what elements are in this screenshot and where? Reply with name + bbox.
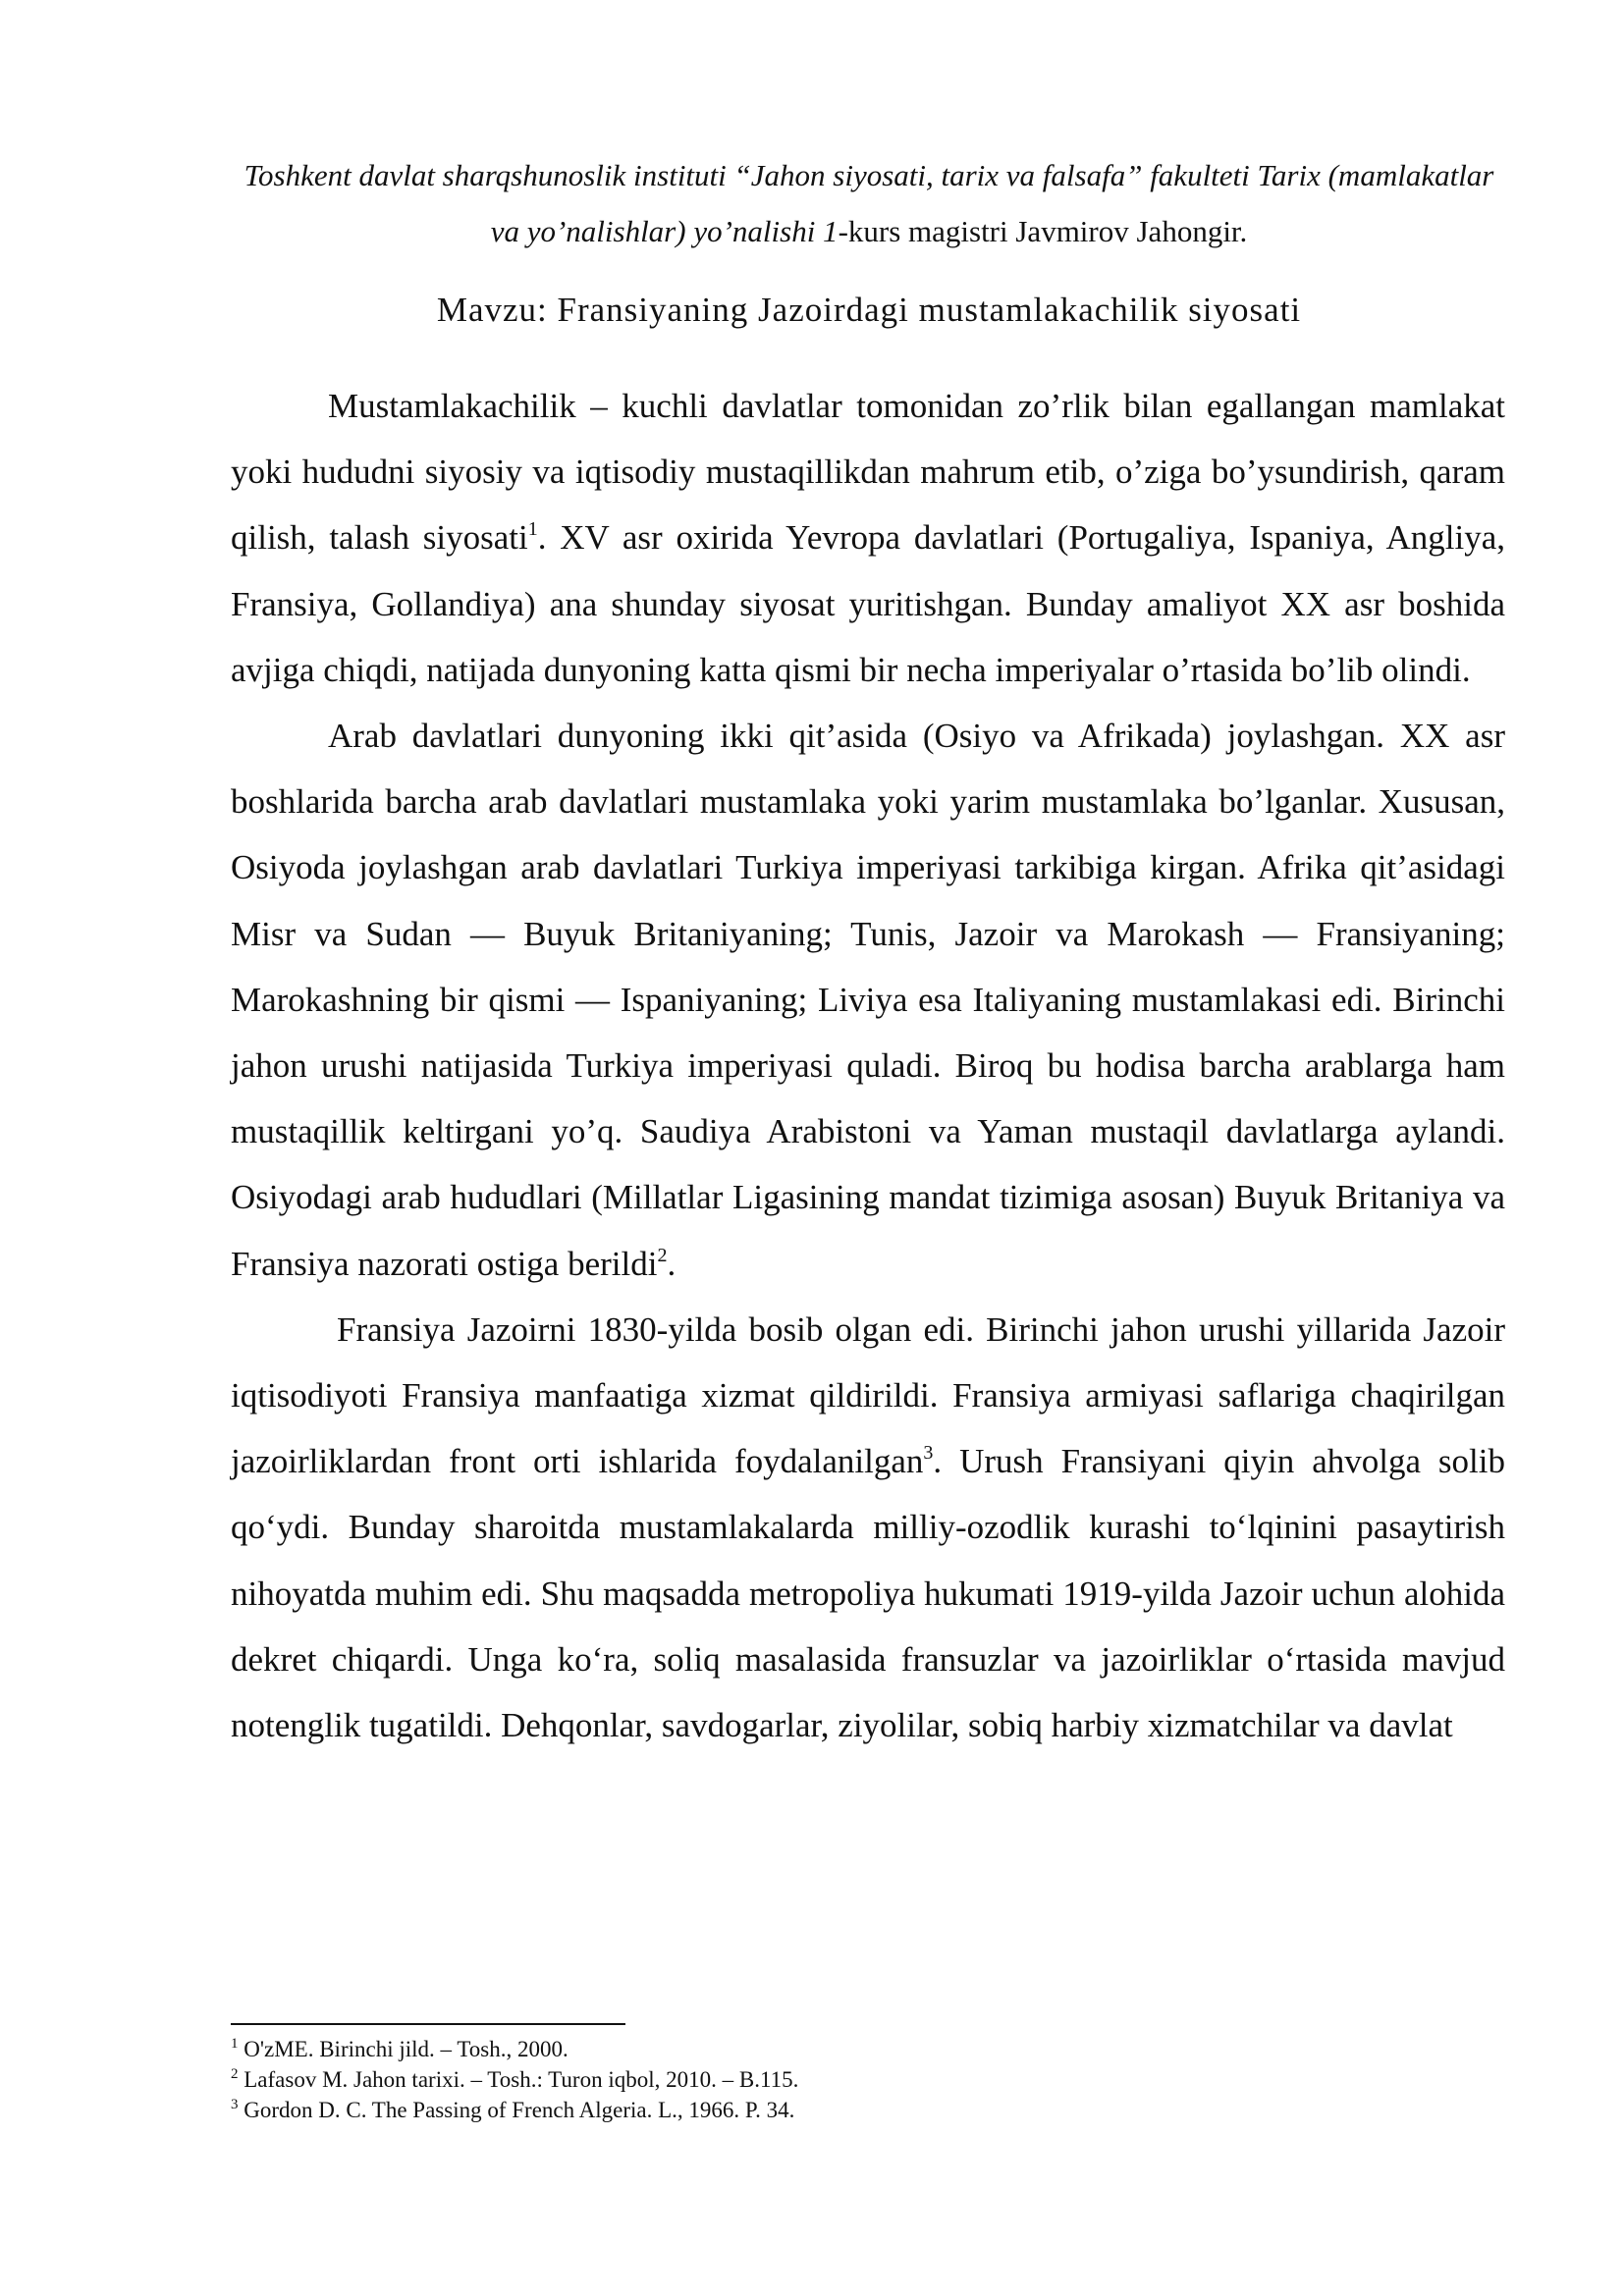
paragraph-2 — [231, 703, 1505, 1297]
footnote-ref: 2 — [657, 1244, 668, 1266]
paragraph-text: Mustamlakachilik – kuchli davlatlar tomonidan zo’rlik bilan egallangan mamlakat yoki hududni siyosiy va iqtisodiy mustaqillikdan mahrum etib, o’ziga bo’ysundirish, qaram qilish, talash siyosati — [231, 387, 1505, 558]
footnote-ref: 1 — [527, 518, 538, 541]
paragraph-text: . XV asr oxirida Yevropa davlatlari (Portugaliya, Ispaniya, Angliya, Fransiya, Gollandiya) ana shunday siyosat yuritishgan. Bunday amaliyot XX asr boshida avjiga chiqdi, natijada dunyoning katta qismi bir necha imperiyalar o’rtasida bo’lib olindi. — [231, 518, 1505, 689]
body-text — [231, 373, 1505, 1758]
footnotes — [231, 2034, 1409, 2125]
footnote-number: 1 — [231, 2036, 239, 2052]
footnote-ref: 3 — [923, 1442, 934, 1465]
footnote-1 — [231, 2034, 1409, 2064]
paragraph-text: Arab davlatlari dunyoning ikki qit’asida (Osiyo va Afrikada) joylashgan. XX asr boshlarida barcha arab davlatlari mustamlaka yoki yarim mustamlaka bo’lganlar. Xususan, Osiyoda joylashgan arab davlatlari Turkiya imperiyasi tarkibiga kirgan. Afrika qit’asidagi Misr va Sudan — Buyuk Britaniyaning; Tunis, Jazoir va Marokash — Fransiyaning; Marokashning bir qismi — Ispaniyaning; Liviya esa Italiyaning mustamlakasi edi. Birinchi jahon urushi natijasida Turkiya imperiyasi quladi. Biroq bu hodisa barcha arablarga ham mustaqillik keltirgani yo’q. Saudiya Arabistoni va Yaman mustaqil davlatlarga aylandi. Osiyodagi arab hududlari (Millatlar Ligasining mandat tizimiga asosan) Buyuk Britaniya va Fransiya nazorati ostiga berildi — [231, 717, 1505, 1283]
footnote-3 — [231, 2095, 1409, 2125]
paragraph-3 — [231, 1297, 1505, 1758]
header-italic-text: Toshkent davlat sharqshunoslik instituti “Jahon siyosati, tarix va falsafa” fakulteti Tarix (mamlakatlar va yo’nalishlar) yo’nalishi 1 — [244, 158, 1494, 248]
footnote-text: Lafasov M. Jahon tarixi. – Tosh.: Turon iqbol, 2010. – B.115. — [244, 2067, 799, 2092]
footnote-text: O'zME. Birinchi jild. – Tosh., 2000. — [244, 2037, 568, 2061]
author-header — [231, 147, 1507, 259]
footnote-separator — [231, 2023, 625, 2025]
topic-title: Mavzu: Fransiyaning Jazoirdagi mustamlakachilik siyosati — [436, 291, 1302, 329]
header-normal-text: -kurs magistri Javmirov Jahongir. — [838, 214, 1248, 248]
footnote-number: 3 — [231, 2097, 239, 2112]
paragraph-text: Fransiya Jazoirni 1830-yilda bosib olgan edi. Birinchi jahon urushi yillarida Jazoir iqtisodiyoti Fransiya manfaatiga xizmat qildirildi. Fransiya armiyasi saflariga chaqirilgan jazoirliklardan front orti ishlarida foydalanilgan — [231, 1309, 1505, 1481]
paragraph-text: . — [667, 1244, 677, 1283]
paragraph-text: . Urush Fransiyani qiyin ahvolga solib qo‘ydi. Bunday sharoitda mustamlakalarda milliy-ozodlik kurashi to‘lqinini pasaytirish nihoyatda muhim edi. Shu maqsadda metropoliya hukumati 1919-yilda Jazoir uchun alohida dekret chiqardi. Unga ko‘ra, soliq masalasida fransuzlar va jazoirliklar o‘rtasida mavjud notenglik tugatildi. Dehqonlar, savdogarlar, ziyolilar, sobiq harbiy xizmatchilar va davlat — [231, 1442, 1505, 1745]
footnote-text: Gordon D. C. The Passing of French Algeria. L., 1966. P. 34. — [244, 2098, 795, 2122]
footnote-2 — [231, 2064, 1409, 2095]
footnote-number: 2 — [231, 2066, 239, 2082]
paragraph-1 — [231, 373, 1505, 703]
